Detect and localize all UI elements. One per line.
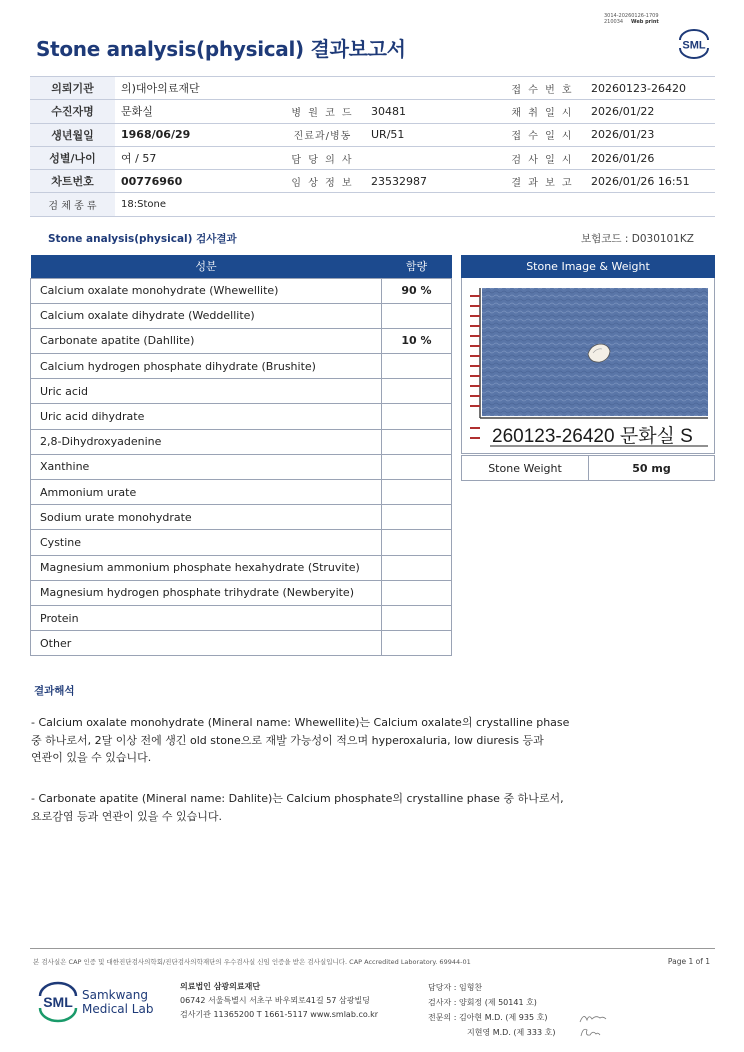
composition-table xyxy=(30,255,452,656)
value-receipt-no: 20260123-26420 xyxy=(585,77,715,100)
composition-row xyxy=(31,303,452,328)
value-sex-age: 여 / 57 xyxy=(115,146,280,169)
composition-header-row xyxy=(31,255,452,278)
interpretation-line: - Calcium oxalate monohydrate (Mineral name: Whewellite)는 Calcium oxalate의 crystalline phase xyxy=(31,716,570,729)
value-patient-name: 문화실 xyxy=(115,100,280,123)
interpretation-paragraph-1 xyxy=(31,714,611,767)
logo-text: SML xyxy=(682,39,706,52)
composition-header-pct: 함량 xyxy=(382,255,452,278)
address-line: 06742 서울특별시 서초구 바우뫼로41길 57 삼광빌딩 xyxy=(180,996,370,1005)
label-specimen-type: 검 체 종 류 xyxy=(30,193,115,216)
component-name: Magnesium ammonium phosphate hexahydrate (Struvite) xyxy=(31,555,382,580)
component-percent xyxy=(382,303,452,328)
label-birth-date: 생년월일 xyxy=(30,123,115,146)
component-name: Other xyxy=(31,631,382,656)
company-name-line1: Samkwang xyxy=(82,988,148,1002)
label-patient-name: 수진자명 xyxy=(30,100,115,123)
insurance-code: 보험코드 : D030101KZ xyxy=(580,233,694,245)
composition-row xyxy=(31,480,452,505)
contact-line: 검사기관 11365200 T 1661-5117 www.smlab.co.kr xyxy=(180,1010,379,1019)
interpretation-line: 요로감염 등과 연관이 있을 수 있습니다. xyxy=(31,809,222,823)
component-name: Ammonium urate xyxy=(31,480,382,505)
component-percent: 90 % xyxy=(382,278,452,303)
component-name: Sodium urate monohydrate xyxy=(31,505,382,530)
component-name: Protein xyxy=(31,605,382,630)
composition-row xyxy=(31,404,452,429)
label-test-date: 검 사 일 시 xyxy=(500,146,585,169)
composition-header-name: 성분 xyxy=(31,255,382,278)
info-row xyxy=(30,193,715,216)
label-receipt-no: 접 수 번 호 xyxy=(500,77,585,100)
composition-row xyxy=(31,429,452,454)
composition-row xyxy=(31,328,452,353)
component-name: Cystine xyxy=(31,530,382,555)
value-chart-no: 00776960 xyxy=(115,170,280,193)
staff-tester: 검사자 : 양회정 (제 50141 호) xyxy=(428,998,537,1007)
composition-row xyxy=(31,605,452,630)
stone-weight-label: Stone Weight xyxy=(462,456,589,481)
component-name: Calcium oxalate dihydrate (Weddellite) xyxy=(31,303,382,328)
component-name: Calcium hydrogen phosphate dihydrate (Brushite) xyxy=(31,354,382,379)
component-name: Calcium oxalate monohydrate (Whewellite) xyxy=(31,278,382,303)
component-percent: 10 % xyxy=(382,328,452,353)
label-report-date: 결 과 보 고 xyxy=(500,170,585,193)
composition-row xyxy=(31,505,452,530)
page-title: Stone analysis(physical) 결과보고서 xyxy=(36,37,406,61)
info-row xyxy=(30,146,715,169)
component-name: Uric acid xyxy=(31,379,382,404)
info-row xyxy=(30,77,715,100)
info-row xyxy=(30,170,715,193)
staff-specialist-2: 지현영 M.D. (제 333 호) xyxy=(467,1028,556,1037)
value-clinical-info: 23532987 xyxy=(365,170,500,193)
sml-footer-logo-icon xyxy=(36,980,80,1024)
label-collection-date: 채 취 일 시 xyxy=(500,100,585,123)
company-name-line2: Medical Lab xyxy=(82,1002,154,1016)
component-name: Xanthine xyxy=(31,454,382,479)
component-percent xyxy=(382,404,452,429)
stone-weight-value: 50 mg xyxy=(589,456,715,481)
component-name: Carbonate apatite (Dahllite) xyxy=(31,328,382,353)
report-code-line2: 210034 xyxy=(604,19,624,25)
label-hospital-code: 병 원 코 드 xyxy=(280,100,365,123)
composition-row xyxy=(31,454,452,479)
accreditation-note: 본 검사실은 CAP 인증 및 대한진단검사의학회/진단검사의학재단의 우수검사실 신임 인증을 받은 검사실입니다. CAP Accredited Laboratory. 69944-01 xyxy=(33,958,471,966)
label-receipt-date: 접 수 일 시 xyxy=(500,123,585,146)
value-specimen-type: 18:Stone xyxy=(115,193,715,216)
company-name xyxy=(82,988,153,1016)
label-chart-no: 차트번호 xyxy=(30,170,115,193)
results-section-title: Stone analysis(physical) 검사결과 xyxy=(48,233,237,245)
value-department: UR/51 xyxy=(365,123,500,146)
value-report-date: 2026/01/26 16:51 xyxy=(585,170,715,193)
web-print-label: Web print xyxy=(631,19,659,25)
organization-name: 의료법인 삼광의료재단 xyxy=(180,982,261,991)
component-name: Uric acid dihydrate xyxy=(31,404,382,429)
stone-weight-row xyxy=(462,456,715,481)
stone-image-header: Stone Image & Weight xyxy=(461,255,715,278)
component-percent xyxy=(382,605,452,630)
component-percent xyxy=(382,454,452,479)
sml-logo-icon xyxy=(676,28,712,60)
composition-row xyxy=(31,555,452,580)
value-receipt-date: 2026/01/23 xyxy=(585,123,715,146)
component-percent xyxy=(382,354,452,379)
label-clinical-info: 임 상 정 보 xyxy=(280,170,365,193)
interpretation-title: 결과해석 xyxy=(34,685,75,697)
composition-row xyxy=(31,530,452,555)
component-percent xyxy=(382,555,452,580)
footer-logo-text: SML xyxy=(43,994,73,1010)
composition-row xyxy=(31,580,452,605)
interpretation-line: 중 하나로서, 2달 이상 전에 생긴 old stone으로 재발 가능성이 적으며 hyperoxaluria, low diuresis 등과 xyxy=(31,733,544,747)
signature-2-icon xyxy=(578,1024,602,1040)
component-name: Magnesium hydrogen phosphate trihydrate (Newberyite) xyxy=(31,580,382,605)
component-name: 2,8-Dihydroxyadenine xyxy=(31,429,382,454)
footer-divider xyxy=(30,948,715,949)
company-address xyxy=(180,980,378,1022)
info-row xyxy=(30,123,715,146)
stone-image-panel xyxy=(461,278,715,454)
composition-row xyxy=(31,278,452,303)
interpretation-line: 연관이 있을 수 있습니다. xyxy=(31,751,152,764)
component-percent xyxy=(382,429,452,454)
component-percent xyxy=(382,379,452,404)
staff-in-charge: 담당자 : 임형찬 xyxy=(428,983,483,992)
value-birth-date: 1968/06/29 xyxy=(115,123,280,146)
value-hospital-code: 30481 xyxy=(365,100,500,123)
component-percent xyxy=(382,480,452,505)
interpretation-line: - Carbonate apatite (Mineral name: Dahlite)는 Calcium phosphate의 crystalline phase 중 하나로서, xyxy=(31,792,564,805)
label-physician: 담 당 의 사 xyxy=(280,146,365,169)
value-test-date: 2026/01/26 xyxy=(585,146,715,169)
stone-photo xyxy=(462,278,714,453)
value-physician xyxy=(365,146,500,169)
component-percent xyxy=(382,580,452,605)
composition-row xyxy=(31,354,452,379)
page-number: Page 1 of 1 xyxy=(667,957,710,966)
label-department: 진료과/병동 xyxy=(280,123,365,146)
value-requesting-org: 의)대아의료재단 xyxy=(115,77,500,100)
label-requesting-org: 의뢰기관 xyxy=(30,77,115,100)
component-percent xyxy=(382,530,452,555)
staff-specialist-1: 전문의 : 김아현 M.D. (제 935 호) xyxy=(428,1013,548,1022)
staff-list xyxy=(428,980,555,1040)
composition-row xyxy=(31,379,452,404)
component-percent xyxy=(382,505,452,530)
photo-label: 260123-26420 문화실 S xyxy=(492,426,693,447)
label-sex-age: 성별/나이 xyxy=(30,146,115,169)
interpretation-paragraph-2 xyxy=(31,790,611,825)
report-code xyxy=(604,13,659,25)
component-percent xyxy=(382,631,452,656)
report-code-line1: 3014-20260126-1709 xyxy=(604,13,659,19)
patient-info-table xyxy=(30,76,715,217)
stone-weight-table xyxy=(461,455,715,481)
value-collection-date: 2026/01/22 xyxy=(585,100,715,123)
info-row xyxy=(30,100,715,123)
composition-row xyxy=(31,631,452,656)
